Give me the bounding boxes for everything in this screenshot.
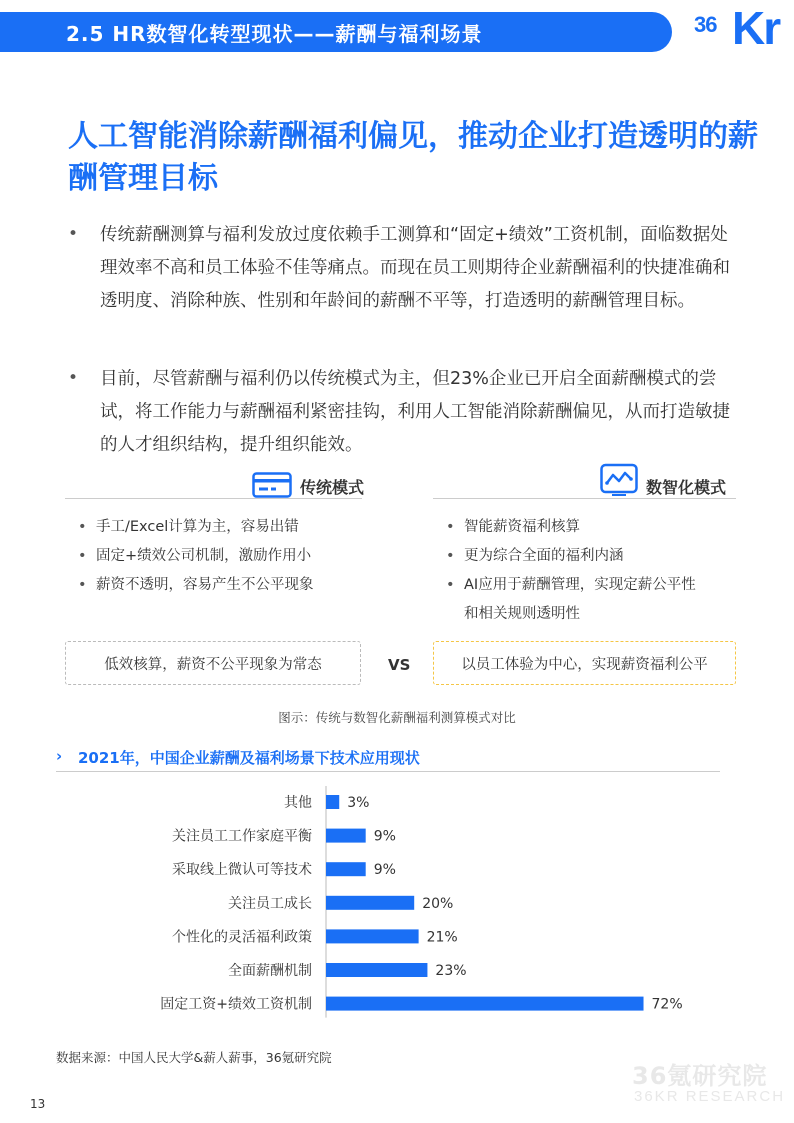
category-label: 关注员工成长 (228, 895, 312, 912)
data-source: 数据来源：中国人民大学&薪人薪事，36氪研究院 (56, 1050, 332, 1065)
page-headline: 人工智能消除薪酬福利偏见，推动企业打造透明的薪酬管理目标 (68, 119, 758, 196)
divider-line (433, 498, 736, 499)
digital-summary: 以员工体验为中心，实现薪资福利公平 (461, 656, 708, 673)
chevron-right-icon: › (56, 747, 63, 765)
traditional-summary-box (65, 641, 361, 685)
bar (326, 896, 414, 910)
bar (326, 929, 419, 943)
bullet-paragraph-2: 目前，尽管薪酬与福利仍以传统模式为主，但23%企业已开启全面薪酬模式的尝试，将工作能力与薪酬福利紧密挂钩，利用人工智能消除薪酬偏见，从而打造敏捷的人才组织结构，提升组织能效。 (100, 369, 730, 455)
bar (326, 795, 339, 809)
vs-label: VS (388, 656, 411, 674)
list-item: • 固定+绩效公司机制，激励作用小 (78, 542, 368, 571)
bar (326, 862, 366, 876)
value-label: 3% (347, 795, 370, 811)
traditional-list (78, 513, 368, 600)
list-item: • 更为综合全面的福利内涵 (446, 542, 746, 571)
list-item: • 手工/Excel计算为主，容易出错 (78, 513, 368, 542)
logo-letters: Kr (732, 2, 780, 54)
list-item: • 智能薪资福利核算 (446, 513, 746, 542)
analytics-monitor-icon (600, 462, 638, 496)
value-label: 20% (422, 895, 454, 912)
watermark-en: 36KR RESEARCH (634, 1088, 786, 1105)
page-number: 13 (30, 1097, 46, 1111)
category-label: 采取线上微认可等技术 (172, 862, 312, 879)
section-title: 2.5 HR数智化转型现状——薪酬与福利场景 (66, 22, 483, 46)
list-item: • AI应用于薪酬管理，实现定薪公平性 (446, 571, 746, 600)
figure-caption: 图示：传统与数智化薪酬福利测算模式对比 (278, 710, 516, 725)
chart-title: 2021年，中国企业薪酬及福利场景下技术应用现状 (78, 749, 420, 767)
bar (326, 829, 366, 843)
digital-list (446, 513, 746, 629)
category-label: 关注员工工作家庭平衡 (172, 828, 312, 845)
logo-number: 36 (694, 12, 717, 37)
chart-title-underline (56, 771, 720, 772)
traditional-summary: 低效核算，薪资不公平现象为常态 (104, 656, 322, 673)
traditional-mode-title: 传统模式 (300, 478, 365, 497)
brand-logo (694, 4, 794, 54)
divider-line (65, 498, 362, 499)
digital-summary-box (433, 641, 736, 685)
payment-card-icon (252, 472, 292, 498)
bar (326, 963, 427, 977)
bar-chart (0, 780, 794, 1030)
category-label: 其他 (284, 795, 312, 811)
bullet-marker: • (68, 224, 79, 244)
list-item-continuation: 和相关规则透明性 (464, 606, 580, 622)
value-label: 23% (435, 963, 467, 979)
value-label: 72% (651, 996, 683, 1013)
list-item: • 薪资不透明，容易产生不公平现象 (78, 571, 368, 600)
category-label: 个性化的灵活福利政策 (172, 929, 312, 946)
category-label: 全面薪酬机制 (228, 963, 312, 979)
category-label: 固定工资+绩效工资机制 (160, 996, 312, 1013)
value-label: 21% (426, 929, 458, 946)
watermark-cn: 36氪研究院 (632, 1062, 768, 1090)
value-label: 9% (373, 828, 396, 845)
bullet-paragraph-1: 传统薪酬测算与福利发放过度依赖手工测算和“固定+绩效”工资机制，面临数据处理效率不高和员工体验不佳等痛点。而现在员工则期待企业薪酬福利的快捷准确和透明度、消除种族、性别和年龄间的薪酬不平等，打造透明的薪酬管理目标。 (100, 225, 730, 311)
bar (326, 997, 644, 1011)
bullet-marker: • (68, 368, 79, 388)
digital-mode-title: 数智化模式 (646, 478, 727, 497)
value-label: 9% (373, 862, 396, 879)
